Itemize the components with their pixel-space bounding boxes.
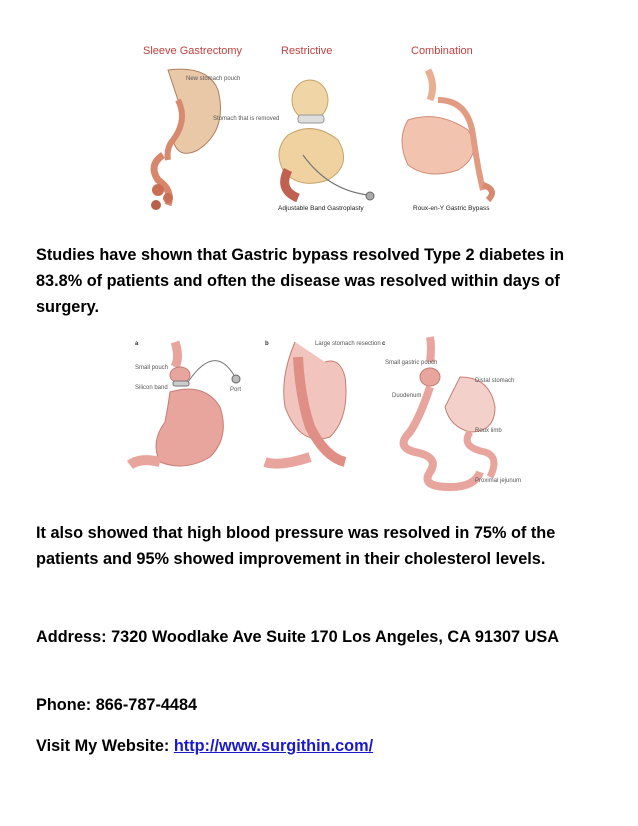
panel-a-illustration: [130, 342, 240, 466]
label-silicon-band: Silicon band: [135, 385, 168, 391]
sleeve-gastrectomy-illustration: [151, 69, 221, 210]
website-link[interactable]: http://www.surgithin.com/: [173, 737, 374, 755]
combination-illustration: [402, 70, 492, 200]
label-roux-limb: Roux limb: [475, 428, 502, 434]
diabetes-paragraph: Studies have shown that Gastric bypass resolved Type 2 diabetes in 83.8% of patients and often the disease was resolved within days of surgery.: [36, 246, 565, 316]
blood-pressure-paragraph: It also showed that high blood pressure was resolved in 75% of the patients and 95% showed improvement in their cholesterol levels.: [36, 524, 556, 568]
label-new-stomach-pouch: New stomach pouch: [186, 76, 241, 82]
figure1-title-restrictive: Restrictive: [281, 45, 333, 57]
surgery-types-figure: [138, 40, 518, 218]
label-stomach-removed: Stomach that is removed: [213, 116, 280, 122]
label-port: Port: [230, 387, 242, 393]
website-line: [36, 733, 606, 759]
phone-line: Phone: 866-787-4484: [36, 696, 198, 714]
label-small-gastric-pouch: Small gastric pouch: [385, 360, 438, 366]
label-duodenum: Duodenum: [392, 393, 422, 399]
panel-letter-a: a: [135, 341, 139, 347]
label-distal-stomach: Distal stomach: [475, 378, 515, 384]
caption-roux-en-y: Roux-en-Y Gastric Bypass: [413, 205, 490, 212]
panel-b-illustration: [265, 342, 346, 464]
label-proximal-jejunum: Proximal jejunum: [475, 478, 522, 484]
website-label: Visit My Website:: [36, 737, 174, 755]
address-line: Address: 7320 Woodlake Ave Suite 170 Los Angeles, CA 91307 USA: [36, 628, 560, 646]
label-large-stomach-resection: Large stomach resection: [315, 341, 381, 347]
label-small-pouch: Small pouch: [135, 365, 169, 371]
restrictive-illustration: [279, 80, 374, 200]
caption-adjustable-band: Adjustable Band Gastroplasty: [278, 205, 364, 212]
figure1-title-combination: Combination: [411, 45, 473, 57]
panel-letter-c: c: [382, 341, 386, 347]
figure1-title-sleeve: Sleeve Gastrectomy: [143, 45, 243, 57]
panel-letter-b: b: [265, 341, 269, 347]
procedure-panels-figure: [130, 337, 522, 497]
